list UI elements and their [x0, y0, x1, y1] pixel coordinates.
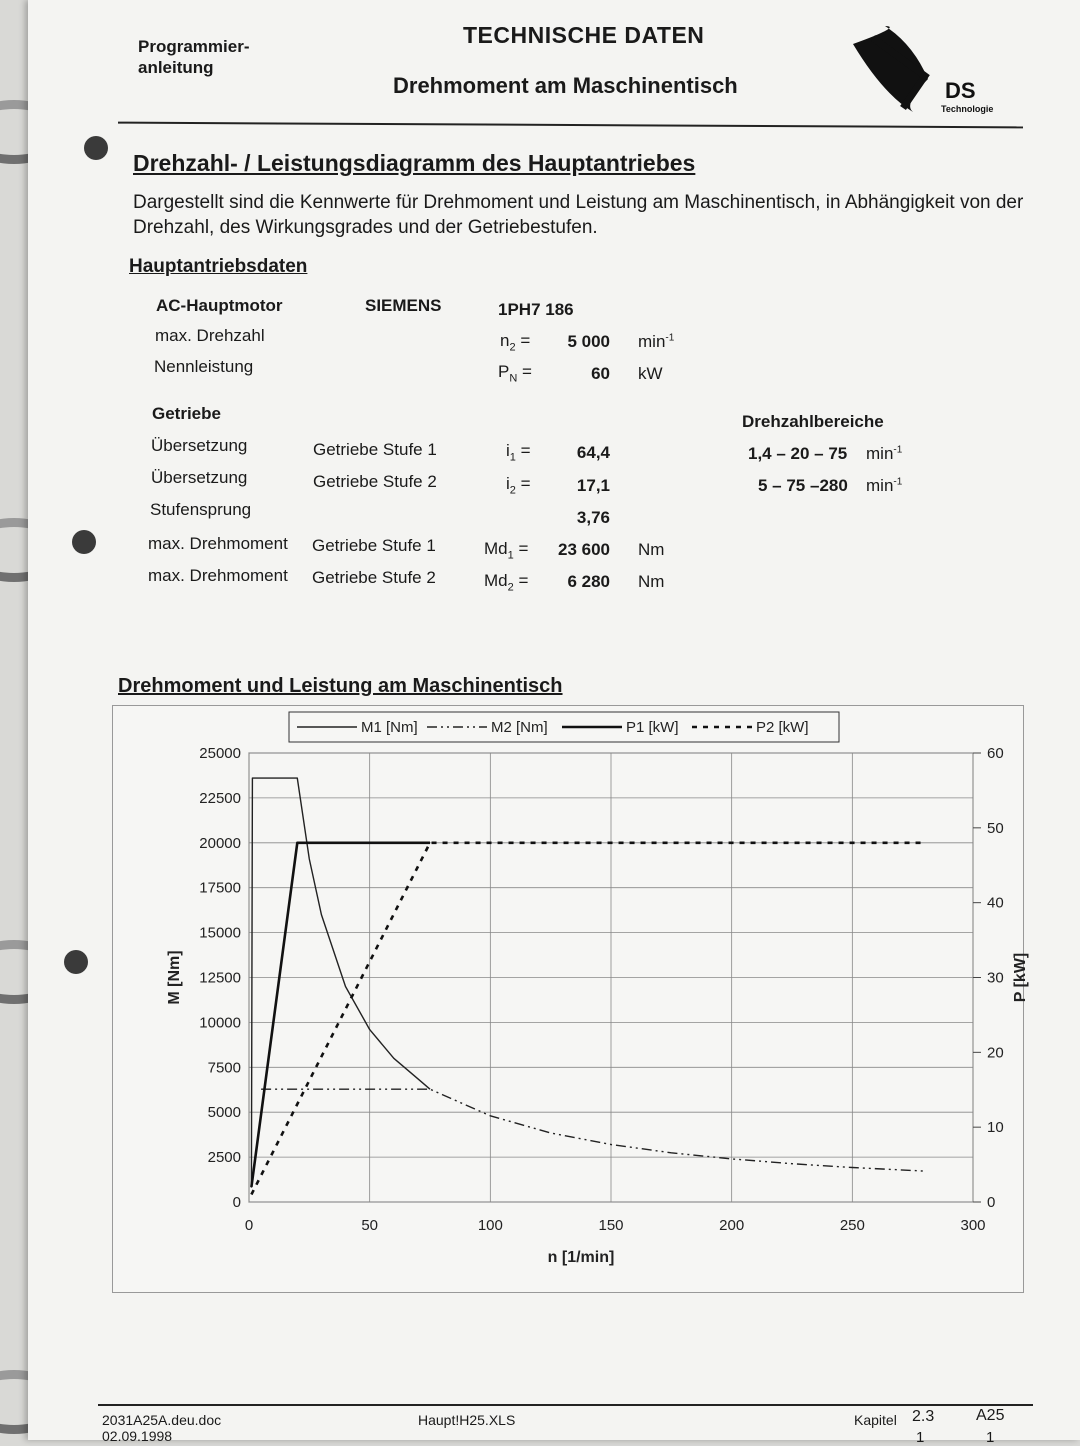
x-tick-label: 100	[477, 1217, 503, 1234]
y-tick-label: 0	[232, 1194, 241, 1211]
i2-value: 17,1	[576, 476, 610, 495]
y-tick-label: 22500	[199, 789, 241, 807]
y2-tick-label: 20	[987, 1044, 1004, 1062]
logo-main: DS	[945, 78, 976, 103]
series-line-p2	[251, 843, 924, 1195]
y-axis-label: M [Nm]	[166, 950, 183, 1005]
motor-label: AC-Hauptmotor	[156, 296, 283, 315]
max-speed-label: max. Drehzahl	[155, 326, 265, 345]
header-subtitle: Drehmoment am Maschinentisch	[393, 73, 738, 98]
section-title: Drehzahl- / Leistungsdiagramm des Hauptantriebes	[133, 150, 696, 176]
footer-date: 02.09.1998	[102, 1428, 173, 1444]
range1-value: 1,4 – 20 – 75	[748, 444, 848, 463]
range1-unit: $\min^{-1}$	[866, 444, 903, 463]
series-line-p1	[251, 843, 430, 1187]
header-title: TECHNISCHE DATEN	[463, 22, 705, 48]
chart-container	[112, 705, 1029, 1293]
i2-symbol: $i_2$ =	[506, 474, 531, 497]
y-tick-label: 5000	[207, 1104, 241, 1122]
torque2-label: max. Drehmoment	[148, 566, 288, 585]
power-value: 60	[591, 364, 610, 383]
x-axis-label: n [1/min]	[547, 1249, 615, 1266]
y-tick-label: 20000	[199, 834, 241, 852]
speed-ranges-title: Drehzahlbereiche	[742, 412, 884, 431]
doc-type: Programmier- anleitung	[138, 37, 250, 77]
stage1-label: Getriebe Stufe 1	[313, 440, 437, 459]
y-tick-label: 17500	[199, 879, 241, 897]
i1-symbol: $i_1$ =	[506, 441, 531, 464]
md2-value: 6 280	[567, 572, 610, 591]
stage2-label: Getriebe Stufe 2	[313, 472, 437, 491]
y2-tick-label: 10	[987, 1119, 1004, 1137]
punch-hole	[84, 136, 108, 160]
y2-tick-label: 50	[987, 819, 1004, 837]
torque1-stage: Getriebe Stufe 1	[312, 536, 436, 555]
md2-symbol: $Md_2$ =	[484, 571, 529, 594]
legend-label: M1 [Nm]	[361, 719, 418, 736]
x-tick-label: 300	[960, 1217, 986, 1234]
footer-file: 2031A25A.deu.doc	[102, 1412, 222, 1428]
x-tick-label: 50	[361, 1217, 379, 1234]
y2-tick-label: 0	[987, 1194, 996, 1211]
power-symbol: $P_N$ =	[498, 362, 532, 385]
x-tick-label: 200	[719, 1217, 745, 1234]
y2-axis-label: P [kW]	[1012, 952, 1029, 1003]
y2-tick-label: 40	[987, 894, 1004, 912]
x-tick-label: 0	[244, 1217, 254, 1234]
max-speed-value: 5 000	[567, 332, 610, 351]
power-unit: kW	[638, 364, 663, 383]
footer-divider	[98, 1404, 1033, 1406]
footer-sub2: 1	[986, 1429, 995, 1446]
y2-tick-label: 30	[987, 969, 1004, 987]
gear-title: Getriebe	[152, 404, 221, 423]
power-label: Nennleistung	[154, 357, 254, 376]
max-speed-symbol: $n_2$ =	[500, 331, 531, 354]
md2-unit: Nm	[638, 572, 665, 591]
range2-value: 5 – 75 –280	[758, 476, 848, 495]
footer-code: A25	[976, 1407, 1005, 1424]
footer-sub1: 1	[916, 1429, 925, 1446]
ratio1-label: Übersetzung	[151, 436, 248, 455]
legend-label: P2 [kW]	[756, 719, 809, 736]
footer-chapter-label: Kapitel	[854, 1412, 897, 1428]
ds-logo	[843, 24, 1033, 119]
legend-label: P1 [kW]	[626, 719, 679, 736]
document-page	[28, 0, 1080, 1446]
i1-value: 64,4	[576, 443, 610, 462]
y-tick-label: 15000	[199, 924, 241, 942]
footer-chapter: 2.3	[912, 1408, 935, 1425]
series-line-m2	[261, 1089, 925, 1171]
step-value: 3,76	[576, 508, 610, 527]
torque1-label: max. Drehmoment	[148, 534, 288, 553]
x-tick-label: 250	[839, 1217, 865, 1234]
footer-sheet: Haupt!H25.XLS	[418, 1412, 516, 1428]
ratio2-label: Übersetzung	[151, 468, 248, 487]
legend-label: M2 [Nm]	[491, 719, 548, 736]
y2-tick-label: 60	[987, 745, 1004, 762]
punch-hole	[72, 530, 96, 554]
motor-model: 1PH7 186	[498, 300, 574, 319]
logo-sub: Technologie	[941, 104, 994, 114]
x-tick-label: 150	[598, 1217, 624, 1234]
torque2-stage: Getriebe Stufe 2	[312, 568, 436, 587]
header-divider	[118, 122, 1023, 129]
md1-symbol: $Md_1$ =	[484, 539, 529, 562]
md1-unit: Nm	[638, 540, 665, 559]
torque-power-chart	[113, 706, 1029, 1292]
md1-value: 23 600	[558, 540, 610, 559]
range2-unit: $\min^{-1}$	[866, 476, 903, 495]
drive-data-title: Hauptantriebsdaten	[129, 256, 308, 277]
y-tick-label: 12500	[199, 969, 241, 987]
y-tick-label: 7500	[207, 1059, 241, 1077]
y-tick-label: 10000	[199, 1014, 241, 1032]
step-label: Stufensprung	[150, 500, 252, 519]
section-description: Dargestellt sind die Kennwerte für Drehmoment und Leistung am Maschinentisch, in Abhängigkeit von der Drehzahl, des Wirkungsgrades und der Getriebestufen.	[133, 192, 1024, 238]
max-speed-unit: $\min^{-1}$	[638, 332, 675, 351]
punch-hole	[64, 950, 88, 974]
chart-title: Drehmoment und Leistung am Maschinentisch	[118, 675, 563, 697]
y-tick-label: 25000	[199, 745, 241, 762]
motor-brand: SIEMENS	[365, 296, 442, 315]
y-tick-label: 2500	[207, 1149, 241, 1167]
